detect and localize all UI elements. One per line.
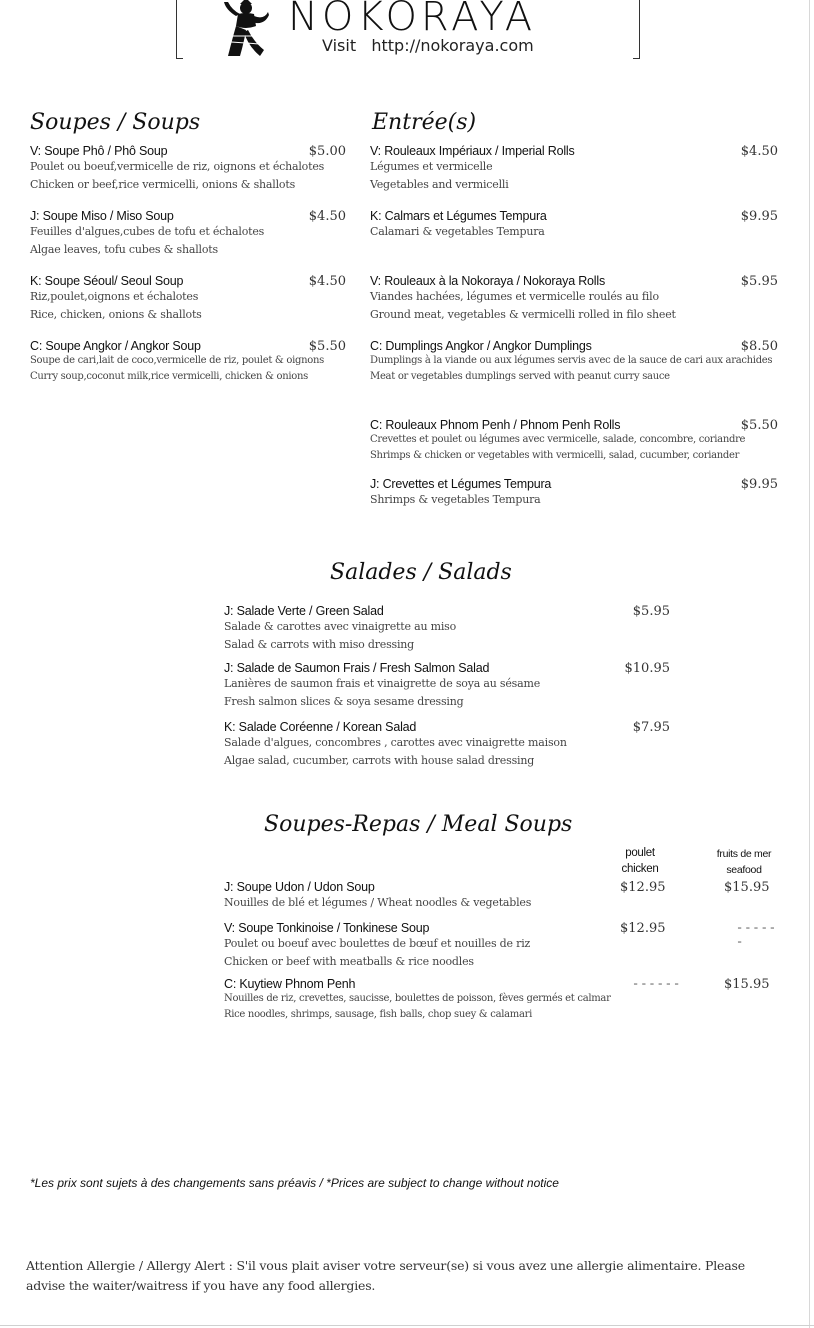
item-desc-en: Fresh salmon slices & soya sesame dressing xyxy=(224,695,464,708)
item-name: V: Soupe Phô / Phô Soup xyxy=(30,144,168,158)
item-price-seafood: ------ xyxy=(736,921,778,949)
column-header-en: chicken xyxy=(621,863,659,875)
item-price: $5.95 xyxy=(632,604,670,619)
soups-title: Soupes / Soups xyxy=(30,110,201,135)
item-desc-en: Chicken or beef with meatballs & rice noodles xyxy=(224,955,474,968)
menu-item-imperial-rolls xyxy=(370,144,780,194)
item-name: J: Salade de Saumon Frais / Fresh Salmon Salad xyxy=(224,661,490,675)
salads-title: Salades / Salads xyxy=(330,560,512,585)
menu-item-shrimp-tempura xyxy=(370,477,780,509)
item-desc-fr: Feuilles d'algues,cubes de tofu et échalotes xyxy=(30,225,265,238)
item-name: C: Dumplings Angkor / Angkor Dumplings xyxy=(370,339,592,353)
item-desc-en: Shrimps & chicken or vegetables with vermicelli, salad, cucumber, coriander xyxy=(370,450,740,461)
item-name: V: Rouleaux à la Nokoraya / Nokoraya Rolls xyxy=(370,274,606,288)
item-desc-en: Curry soup,coconut milk,rice vermicelli, chicken & onions xyxy=(30,371,308,382)
item-desc-fr: Poulet ou boeuf avec boulettes de bœuf et nouilles de riz xyxy=(224,937,531,950)
header-banner xyxy=(176,0,640,62)
item-desc-en: Chicken or beef,rice vermicelli, onions & shallots xyxy=(30,178,296,191)
header-bracket-right xyxy=(633,0,640,59)
item-name: K: Calmars et Légumes Tempura xyxy=(370,209,547,223)
item-name: C: Rouleaux Phnom Penh / Phnom Penh Rolls xyxy=(370,418,621,432)
menu-item-phnom-penh-rolls xyxy=(370,418,780,464)
page-bottom-rule xyxy=(0,1325,814,1326)
item-desc-fr: Nouilles de blé et légumes / Wheat noodles & vegetables xyxy=(224,896,532,909)
dancer-logo-icon xyxy=(222,0,270,60)
header-bracket-left xyxy=(176,0,183,59)
item-name: V: Rouleaux Impériaux / Imperial Rolls xyxy=(370,144,575,158)
entrees-title: Entrée(s) xyxy=(372,110,477,135)
item-desc-en: Rice, chicken, onions & shallots xyxy=(30,308,202,321)
allergy-alert xyxy=(26,1256,786,1296)
item-desc-fr: Dumplings à la viande ou aux légumes servis avec de la sauce de cari aux arachides xyxy=(370,355,773,366)
item-price-chicken: $12.95 xyxy=(620,880,666,895)
column-header-fr: poulet xyxy=(625,847,655,859)
item-desc-en: Vegetables and vermicelli xyxy=(370,178,509,191)
column-header-chicken xyxy=(608,845,672,877)
item-desc-en: Algae leaves, tofu cubes & shallots xyxy=(30,243,218,256)
menu-item-kuytiew xyxy=(224,977,784,1023)
column-header-fr: fruits de mer xyxy=(716,848,772,860)
menu-item-miso-soup xyxy=(30,209,348,259)
item-price: $9.95 xyxy=(740,477,778,492)
item-desc-fr: Salade & carottes avec vinaigrette au miso xyxy=(224,620,457,633)
item-desc-fr: Calamari & vegetables Tempura xyxy=(370,225,545,238)
item-desc-fr: Shrimps & vegetables Tempura xyxy=(370,493,541,506)
item-price: $4.50 xyxy=(740,144,778,159)
allergy-label: Attention Allergie / Allergy Alert xyxy=(26,1258,225,1273)
item-name: J: Crevettes et Légumes Tempura xyxy=(370,477,552,491)
item-name: K: Salade Coréenne / Korean Salad xyxy=(224,720,417,734)
item-price: $8.50 xyxy=(740,339,778,354)
menu-item-angkor-dumplings xyxy=(370,339,780,385)
item-desc-fr: Nouilles de riz, crevettes, saucisse, boulettes de poisson, fèves germés et calmar xyxy=(224,993,611,1004)
item-desc-en: Algae salad, cucumber, carrots with house salad dressing xyxy=(224,754,535,767)
column-header-en: seafood xyxy=(726,864,762,876)
item-name: C: Soupe Angkor / Angkor Soup xyxy=(30,339,201,353)
menu-item-calamari-tempura xyxy=(370,209,780,241)
item-price-seafood: $15.95 xyxy=(724,880,770,895)
item-price: $9.95 xyxy=(740,209,778,224)
item-price: $5.50 xyxy=(740,418,778,433)
item-price: $5.50 xyxy=(308,339,346,354)
item-name: J: Soupe Miso / Miso Soup xyxy=(30,209,174,223)
item-desc-fr: Salade d'algues, concombres , carottes avec vinaigrette maison xyxy=(224,736,567,749)
menu-item-pho-soup xyxy=(30,144,348,194)
item-name: J: Soupe Udon / Udon Soup xyxy=(224,880,375,894)
item-name: C: Kuytiew Phnom Penh xyxy=(224,977,356,991)
item-price: $5.95 xyxy=(740,274,778,289)
item-desc-en: Meat or vegetables dumplings served with peanut curry sauce xyxy=(370,371,670,382)
allergy-text: : S'il vous plait aviser votre serveur(se) si vous avez une allergie alimentaire. Please advise the waiter/waitress if you have any food allergies. xyxy=(26,1258,745,1293)
menu-item-green-salad xyxy=(224,604,672,654)
menu-item-udon-soup xyxy=(224,880,784,912)
item-price: $10.95 xyxy=(624,661,670,676)
item-desc-fr: Poulet ou boeuf,vermicelle de riz, oignons et échalotes xyxy=(30,160,325,173)
column-header-seafood xyxy=(704,846,784,878)
item-desc-fr: Crevettes et poulet ou légumes avec vermicelle, salade, concombre, coriandre xyxy=(370,434,746,445)
menu-item-angkor-soup xyxy=(30,339,348,385)
item-price-seafood: $15.95 xyxy=(724,977,770,992)
brand-name: NOKORAYA xyxy=(288,0,537,40)
item-price-chicken: ------ xyxy=(632,977,682,991)
item-name: K: Soupe Séoul/ Seoul Soup xyxy=(30,274,184,288)
item-desc-en: Ground meat, vegetables & vermicelli rolled in filo sheet xyxy=(370,308,676,321)
item-desc-en: Salad & carrots with miso dressing xyxy=(224,638,415,651)
menu-item-tonkinese-soup xyxy=(224,921,784,971)
item-desc-fr: Légumes et vermicelle xyxy=(370,160,493,173)
page-border xyxy=(809,0,810,1328)
meal-soups-title: Soupes-Repas / Meal Soups xyxy=(264,812,573,837)
item-price: $5.00 xyxy=(308,144,346,159)
menu-item-korean-salad xyxy=(224,720,672,770)
item-price: $4.50 xyxy=(308,274,346,289)
item-desc-fr: Riz,poulet,oignons et échalotes xyxy=(30,290,199,303)
menu-item-seoul-soup xyxy=(30,274,348,324)
price-change-notice: *Les prix sont sujets à des changements sans préavis / *Prices are subject to change without notice xyxy=(30,1176,559,1190)
item-desc-en: Rice noodles, shrimps, sausage, fish balls, chop suey & calamari xyxy=(224,1009,533,1020)
item-name: J: Salade Verte / Green Salad xyxy=(224,604,384,618)
menu-item-salmon-salad xyxy=(224,661,672,711)
item-desc-fr: Lanières de saumon frais et vinaigrette de soya au sésame xyxy=(224,677,541,690)
item-price: $4.50 xyxy=(308,209,346,224)
item-desc-fr: Soupe de cari,lait de coco,vermicelle de riz, poulet & oignons xyxy=(30,355,324,366)
item-price-chicken: $12.95 xyxy=(620,921,666,936)
menu-item-nokoraya-rolls xyxy=(370,274,780,324)
item-desc-fr: Viandes hachées, légumes et vermicelle roulés au filo xyxy=(370,290,659,303)
website-link[interactable]: Visit http://nokoraya.com xyxy=(322,36,534,55)
item-price: $7.95 xyxy=(632,720,670,735)
item-name: V: Soupe Tonkinoise / Tonkinese Soup xyxy=(224,921,430,935)
